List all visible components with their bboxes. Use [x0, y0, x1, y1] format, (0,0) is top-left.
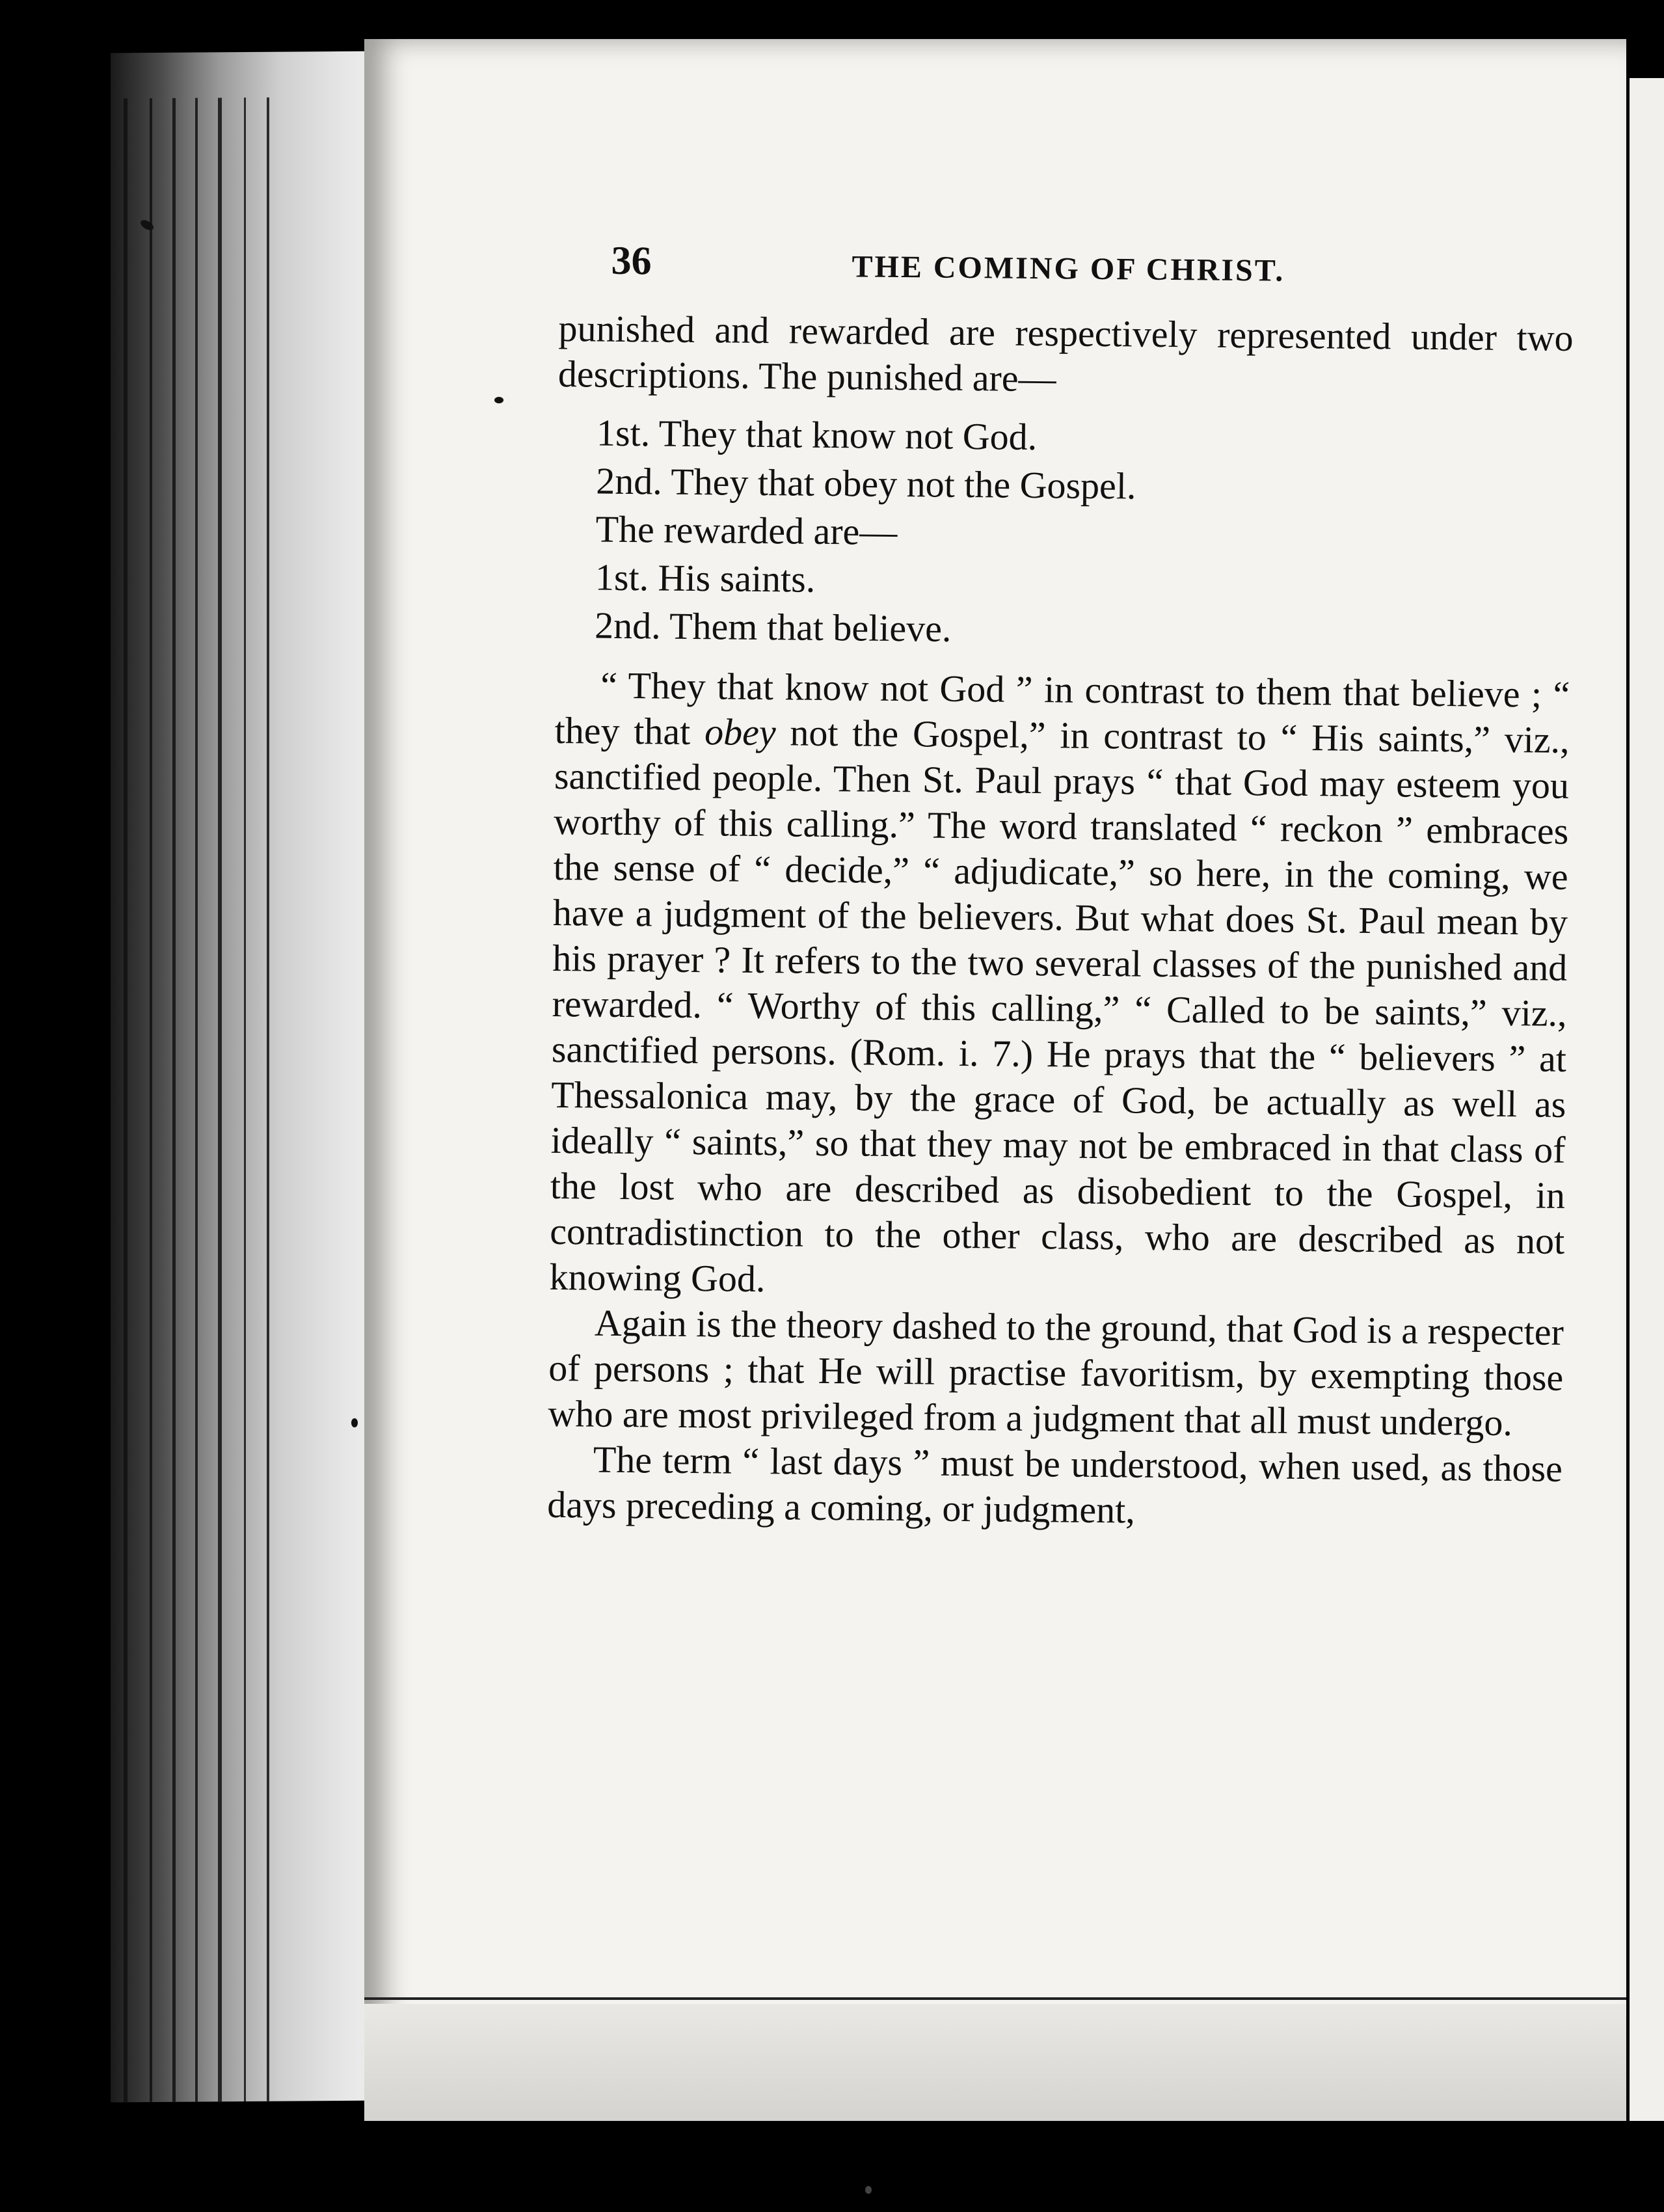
rewarded-label: The rewarded are— — [595, 507, 898, 554]
list-item-punished-2: 2nd. They that obey not the Gospel. — [596, 459, 1136, 507]
page-number: 36 — [611, 238, 652, 284]
page-bottom-margin — [364, 2004, 1626, 2121]
p1-text-start: “ They that know not God ” in contrast to them that believe ; “ they that — [554, 664, 1570, 753]
descriptions-list — [556, 409, 1572, 659]
body-paragraph-2: Again is the theory dashed to the ground, that God is a respecter of persons ; that He will practise favoritism, by exempting those who are most privileged from a judgment that all must undergo. — [548, 1301, 1564, 1444]
running-head: THE COMING OF CHRIST. — [852, 249, 1285, 288]
p1-italic-word: obey — [704, 710, 776, 754]
list-item-rewarded-2: 2nd. Them that believe. — [594, 604, 952, 650]
body-paragraph-1 — [549, 662, 1570, 1310]
page-header — [559, 234, 1574, 316]
page-edges — [111, 51, 384, 2103]
list-item-punished-1: 1st. They that know not God. — [596, 411, 1038, 459]
p1-text-end: not the Gospel,” in contrast to “ His saints,” viz., sanctified people. Then St. Paul prays “ that God may esteem you worthy of this calling.” The word translated “ reckon ” embraces the sense of “ decide,” “ adjudicate,” so here, in the coming, we have a judgment of the believers. But what does St. Paul mean by his prayer ? It refers to the two several classes of the punished and rewarded. “ Worthy of this calling,” “ Called to be saints,” viz., sanctified persons. (Rom. i. 7.) He prays that the “ believers ” at Thessalonica may, by the grace of God, be actually as well as ideally “ saints,” so that they may not be embraced in that class of the lost who are described as disobedient to the Gospel, in contradistinction to the other class, who are described as not knowing God. — [549, 711, 1570, 1301]
intro-paragraph: punished and rewarded are respectively represented under two descriptions. The punished are— — [557, 306, 1574, 400]
adjacent-page-edge — [1630, 78, 1664, 2121]
page-bottom-rule — [364, 1997, 1626, 2000]
list-item-rewarded-1: 1st. His saints. — [595, 556, 816, 600]
body-paragraph-3: The term “ last days ” must be understood, when used, as those days preceding a coming, or judgment, — [546, 1438, 1563, 1531]
page-text — [547, 234, 1574, 1537]
